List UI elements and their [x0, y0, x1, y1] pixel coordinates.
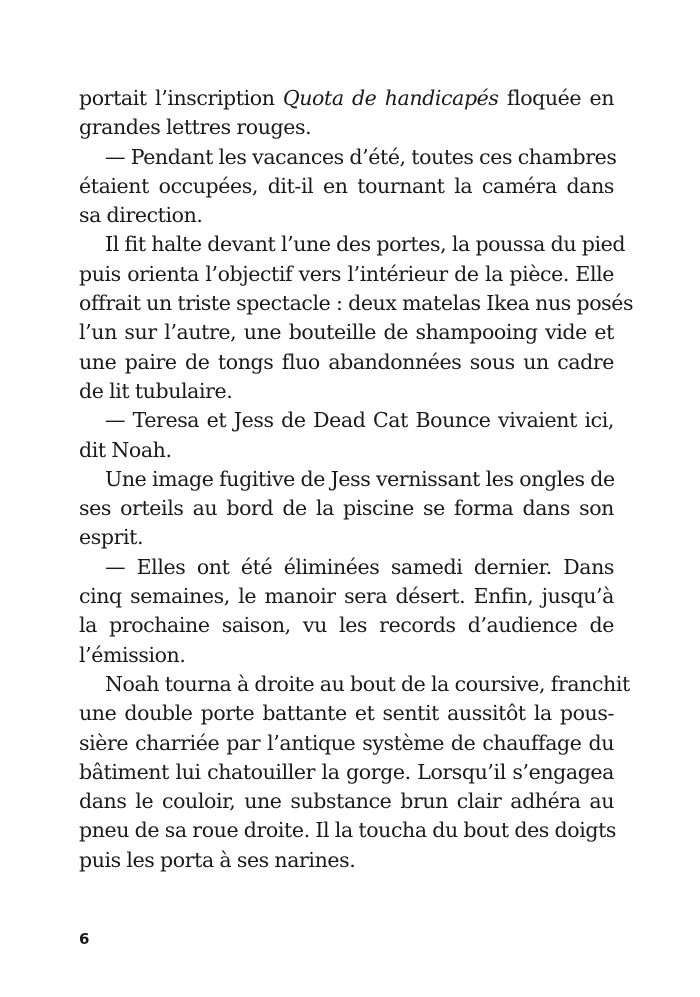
text-line: esprit. [79, 525, 144, 550]
text-line: Noah tourna à droite au bout de la coursive, franchit [105, 671, 630, 696]
text-line: grandes lettres rouges. [79, 115, 312, 140]
text-line: la prochaine saison, vu les records d’audience de [79, 613, 614, 638]
italic-title: Quota de handicapés [282, 86, 499, 110]
text-line: une paire de tongs fluo abandonnées sous un cadre [79, 349, 614, 374]
text-line: une double porte battante et sentit aussitôt la pous- [79, 701, 614, 726]
text-line: puis orienta l’objectif vers l’intérieur de la pièce. Elle [79, 261, 614, 286]
text-line: ses orteils au bord de la piscine se forma dans son [79, 496, 614, 521]
text-line: pneu de sa roue droite. Il la toucha du bout des doigts [79, 818, 617, 843]
body-text [79, 84, 634, 875]
text-line: offrait un triste spectacle : deux matelas Ikea nus posés [79, 291, 634, 316]
text-line: — Pendant les vacances d’été, toutes ces chambres [105, 144, 617, 169]
text-line: sa direction. [79, 203, 203, 228]
text-line: de lit tubulaire. [79, 378, 233, 403]
text-line: cinq semaines, le manoir sera désert. Enfin, jusqu’à [79, 584, 614, 609]
page-number: 6 [79, 930, 90, 948]
text-line: sière charriée par l’antique système de chauffage du [79, 730, 614, 755]
text-line: Il fit halte devant l’une des portes, la poussa du pied [105, 232, 626, 257]
text-line: l’émission. [79, 642, 186, 667]
text-line: — Teresa et Jess de Dead Cat Bounce vivaient ici, [105, 408, 614, 433]
text-line: dans le couloir, une substance brun clair adhéra au [79, 789, 614, 814]
text-line: l’un sur l’autre, une bouteille de shampooing vide et [79, 320, 614, 345]
text-line: Une image fugitive de Jess vernissant les ongles de [105, 466, 615, 491]
text-line: étaient occupées, dit-il en tournant la caméra dans [79, 173, 614, 198]
text-line: dit Noah. [79, 437, 172, 462]
text-line: puis les porta à ses narines. [79, 847, 356, 872]
text-line: portait l’inscription Quota de handicapés floquée en [79, 86, 614, 110]
text-line: — Elles ont été éliminées samedi dernier. Dans [105, 554, 614, 579]
text-line: bâtiment lui chatouiller la gorge. Lorsqu’il s’engagea [79, 759, 614, 784]
